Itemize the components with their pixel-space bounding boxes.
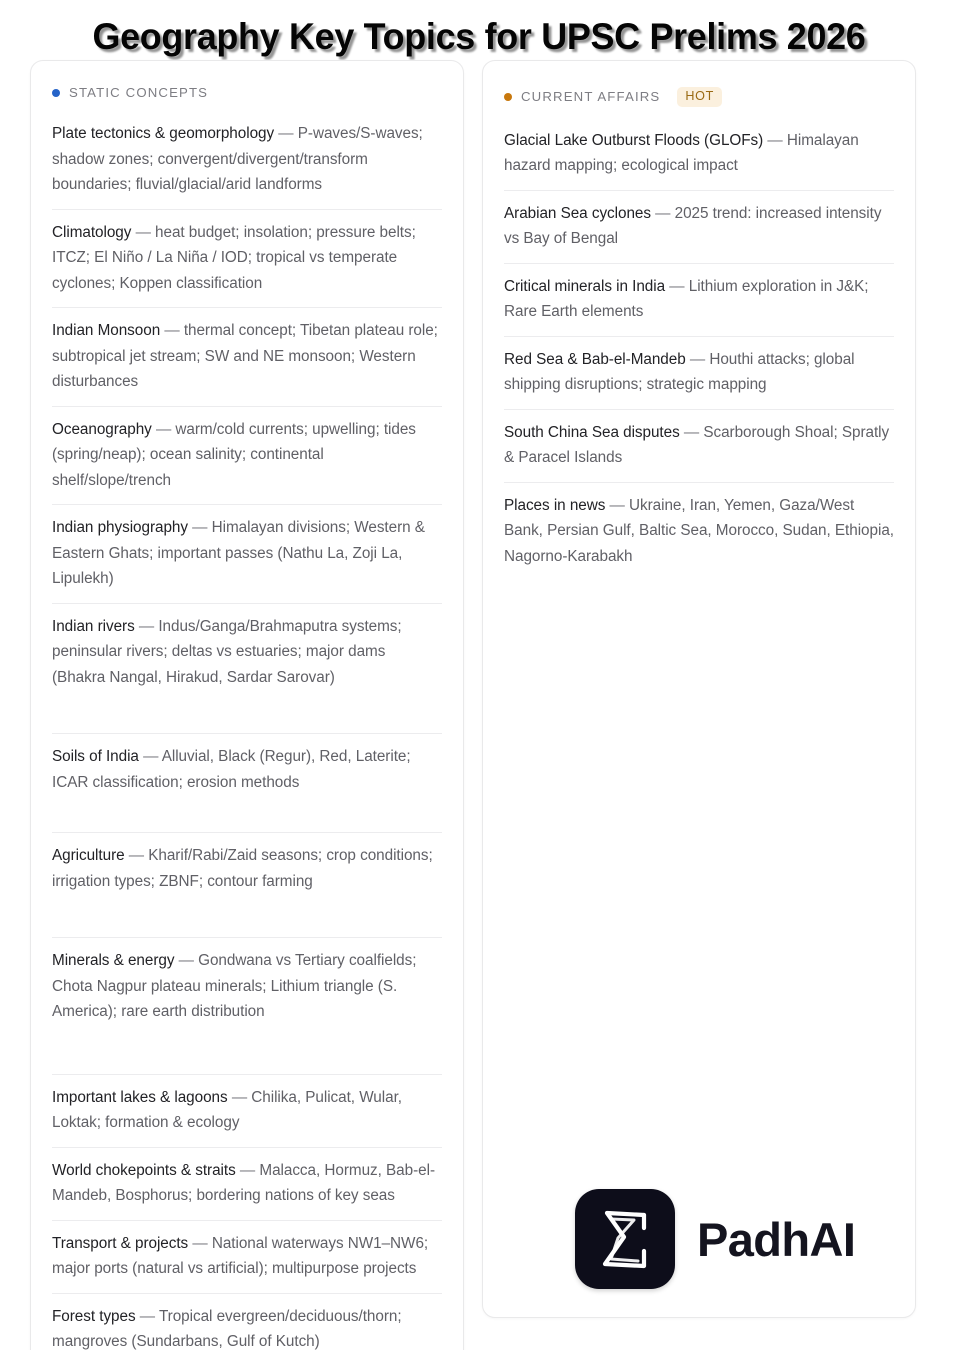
topic-dash: — [174, 952, 199, 969]
topic-dash: — [227, 1088, 252, 1106]
topic-name: Agriculture [52, 847, 125, 864]
topic-name: Critical minerals in India [504, 277, 666, 295]
topic-row [52, 121, 442, 209]
topic-detail: P-waves/S-waves; shadow zones; convergent/divergent/transform boundaries; fluvial/glacial/arid landforms [52, 125, 423, 193]
topic-row [52, 1220, 442, 1293]
static-concepts-list [52, 121, 442, 1350]
padhai-sigma-logo-icon [575, 1189, 675, 1289]
topic-dash: — [235, 1161, 260, 1179]
topic-name: Forest types [52, 1307, 136, 1325]
topic-name: Important lakes & lagoons [52, 1088, 228, 1106]
topic-detail: Tropical evergreen/deciduous/thorn; mangroves (Sundarbans, Gulf of Kutch) [52, 1307, 402, 1350]
topic-dash: — [135, 1307, 159, 1325]
current-affairs-header [504, 87, 894, 107]
current-affairs-label: CURRENT AFFAIRS [521, 89, 661, 105]
topic-detail: Himalayan hazard mapping; ecological impact [504, 131, 859, 175]
topic-detail: 2025 trend: increased intensity vs Bay of Bengal [504, 204, 882, 248]
topic-name: Transport & projects [52, 1234, 189, 1252]
topic-name: Arabian Sea cyclones [504, 204, 651, 222]
topic-name: Red Sea & Bab-el-Mandeb [504, 350, 686, 368]
topic-row [52, 406, 442, 505]
topic-name: Indian rivers [52, 617, 135, 635]
bullet-dot-icon [504, 93, 512, 101]
topic-dash: — [665, 277, 689, 295]
columns-container [0, 60, 958, 1350]
topic-detail: Ukraine, Iran, Yemen, Gaza/West Bank, Persian Gulf, Baltic Sea, Morocco, Sudan, Ethiopia, Nagorno-Karabakh [504, 496, 894, 565]
topic-dash: — [131, 223, 156, 241]
topic-row [52, 937, 442, 1036]
topic-detail: Alluvial, Black (Regur), Red, Laterite; ICAR classification; erosion methods [52, 748, 411, 791]
topic-name: Plate tectonics & geomorphology [52, 125, 275, 142]
static-concepts-card [30, 60, 464, 1350]
topic-dash: — [650, 204, 675, 222]
topic-name: Minerals & energy [52, 952, 175, 969]
topic-dash: — [685, 350, 710, 368]
topic-name: Places in news [504, 496, 606, 514]
topic-name: South China Sea disputes [504, 423, 680, 441]
topic-detail: Indus/Ganga/Brahmaputra systems; peninsular rivers; deltas vs estuaries; major dams (Bhakra Nangal, Hirakud, Sardar Sarovar) [52, 617, 402, 686]
topic-name: World chokepoints & straits [52, 1161, 236, 1179]
topic-detail: heat budget; insolation; pressure belts; ITCZ; El Niño / La Niña / IOD; tropical vs temperate cyclones; Koppen classification [52, 223, 416, 292]
padhai-wordmark: PadhAI [697, 1212, 856, 1266]
topic-row [52, 209, 442, 308]
topic-row [504, 409, 894, 482]
topic-detail: Gondwana vs Tertiary coalfields; Chota Nagpur plateau minerals; Lithium triangle (S. America); rare earth distribution [52, 952, 417, 1020]
topic-dash: — [151, 420, 176, 438]
topic-dash: — [188, 1234, 212, 1252]
topic-row [504, 263, 894, 336]
topic-name: Glacial Lake Outburst Floods (GLOFs) [504, 131, 764, 149]
topic-detail: Houthi attacks; global shipping disruptions; strategic mapping [504, 350, 855, 394]
static-concepts-label: STATIC CONCEPTS [69, 85, 209, 100]
topic-dash: — [605, 496, 629, 514]
current-affairs-card [482, 60, 916, 1318]
hot-badge: HOT [677, 87, 722, 107]
topic-row [52, 832, 442, 905]
topic-detail: warm/cold currents; upwelling; tides (spring/neap); ocean salinity; continental shelf/slope/trench [52, 420, 416, 489]
topic-detail: Malacca, Hormuz, Bab-el-Mandeb, Bosphorus; bordering nations of key seas [52, 1161, 435, 1204]
topic-detail: Chilika, Pulicat, Wular, Loktak; formation & ecology [52, 1088, 402, 1131]
topic-dash: — [187, 519, 212, 536]
topic-row [52, 307, 442, 406]
static-concepts-header [52, 85, 442, 100]
current-affairs-list [504, 128, 894, 581]
topic-name: Climatology [52, 223, 132, 241]
topic-row [504, 482, 894, 581]
topic-detail: Lithium exploration in J&K; Rare Earth elements [504, 277, 869, 321]
topic-dash: — [134, 617, 159, 635]
page-title: Geography Key Topics for UPSC Prelims 2026 [92, 16, 866, 57]
topic-row [504, 128, 894, 190]
bullet-dot-icon [52, 89, 60, 97]
topic-name: Soils of India [52, 748, 139, 765]
topic-row [52, 504, 442, 603]
topic-dash: — [138, 748, 162, 765]
topic-name: Indian Monsoon [52, 322, 161, 339]
topic-detail: Kharif/Rabi/Zaid seasons; crop conditions; irrigation types; ZBNF; contour farming [52, 847, 433, 890]
topic-detail: Himalayan divisions; Western & Eastern Ghats; important passes (Nathu La, Zoji La, Lipulekh) [52, 519, 425, 587]
topic-row [52, 1293, 442, 1350]
topic-dash: — [160, 322, 184, 339]
topic-dash: — [274, 125, 298, 142]
topic-row [52, 1074, 442, 1147]
topic-name: Indian physiography [52, 519, 188, 536]
topic-detail: Scarborough Shoal; Spratly & Paracel Islands [504, 423, 890, 467]
padhai-logo [575, 1189, 855, 1289]
topic-row [504, 190, 894, 263]
topic-row [52, 733, 442, 806]
topic-detail: thermal concept; Tibetan plateau role; subtropical jet stream; SW and NE monsoon; Western disturbances [52, 322, 438, 390]
topic-dash: — [679, 423, 704, 441]
topic-dash: — [124, 847, 149, 864]
topic-row [52, 603, 442, 702]
topic-row [52, 1147, 442, 1220]
topic-dash: — [763, 131, 787, 149]
topic-name: Oceanography [52, 420, 152, 438]
topic-detail: National waterways NW1–NW6; major ports (natural vs artificial); multipurpose projects [52, 1234, 429, 1277]
topic-row [504, 336, 894, 409]
